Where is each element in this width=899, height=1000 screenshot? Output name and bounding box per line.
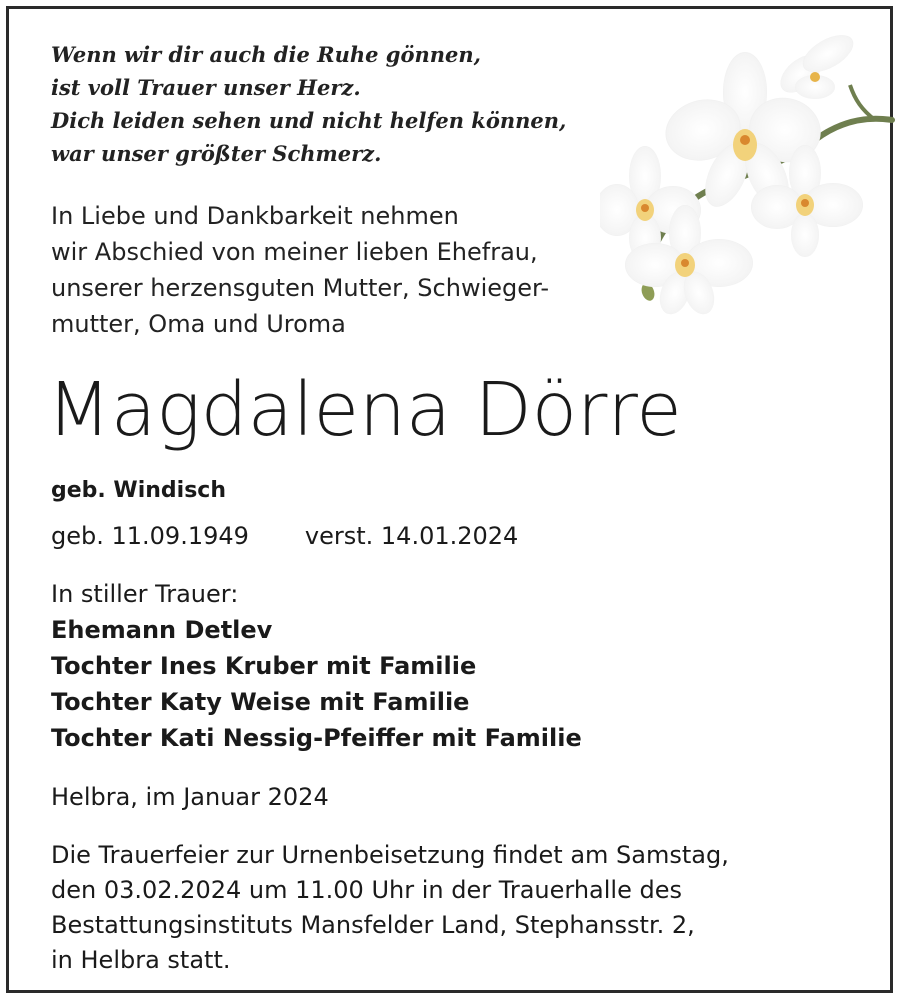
- intro-line: wir Abschied von meiner lieben Ehefrau,: [51, 238, 538, 266]
- life-dates: [51, 519, 518, 553]
- orchid-flower-icon: [600, 30, 895, 315]
- poem-line: Wenn wir dir auch die Ruhe gönnen,: [51, 42, 481, 67]
- ceremony-line: den 03.02.2024 um 11.00 Uhr in der Trauerhalle des: [51, 876, 682, 904]
- poem-line: Dich leiden sehen und nicht helfen können,: [51, 108, 567, 133]
- mourner-name: Ehemann Detlev: [51, 616, 273, 644]
- mourner-name: Tochter Katy Weise mit Familie: [51, 688, 470, 716]
- mourners: [51, 576, 582, 756]
- maiden-name: geb. Windisch: [51, 478, 226, 503]
- ceremony-line: Bestattungsinstituts Mansfelder Land, Stephansstr. 2,: [51, 911, 695, 939]
- intro-text: [51, 198, 549, 342]
- mourner-name: Tochter Kati Nessig-Pfeiffer mit Familie: [51, 724, 582, 752]
- birth-date: geb. 11.09.1949: [51, 522, 249, 550]
- intro-line: unserer herzensguten Mutter, Schwieger-: [51, 274, 549, 302]
- mourners-heading: In stiller Trauer:: [51, 580, 239, 608]
- poem: [51, 38, 566, 170]
- ceremony-line: in Helbra statt.: [51, 946, 231, 974]
- mourner-name: Tochter Ines Kruber mit Familie: [51, 652, 477, 680]
- death-date: verst. 14.01.2024: [304, 522, 519, 550]
- poem-line: ist voll Trauer unser Herz.: [51, 75, 361, 100]
- ceremony-line: Die Trauerfeier zur Urnenbeisetzung findet am Samstag,: [51, 841, 729, 869]
- intro-line: In Liebe und Dankbarkeit nehmen: [51, 202, 459, 230]
- ceremony-info: [51, 838, 729, 978]
- poem-line: war unser größter Schmerz.: [51, 141, 382, 166]
- deceased-name: Magdalena Dörre: [47, 367, 682, 453]
- intro-line: mutter, Oma und Uroma: [51, 310, 346, 338]
- place-and-date: Helbra, im Januar 2024: [51, 783, 329, 811]
